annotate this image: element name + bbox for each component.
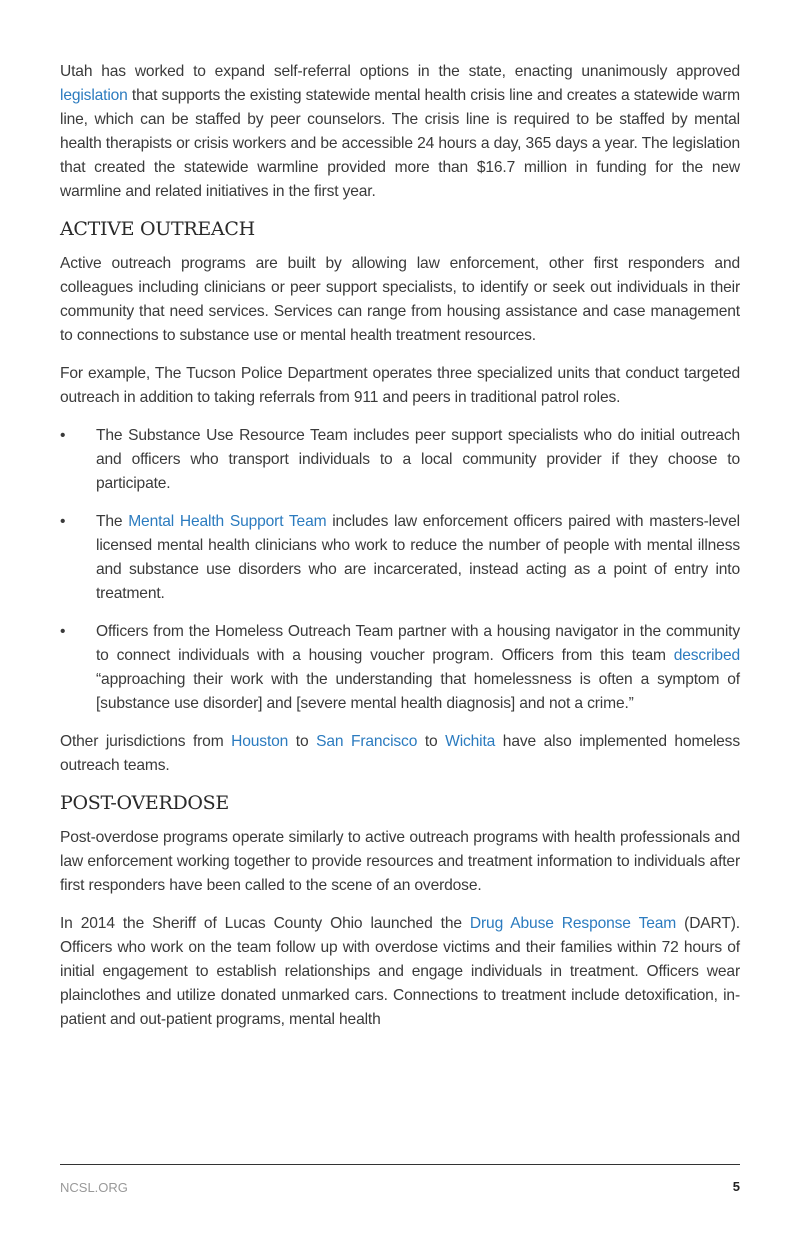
bullet-icon: •: [60, 623, 66, 640]
list-item: [60, 424, 740, 496]
text: Utah has worked to expand self-referral options in the state, enacting unanimously approved: [60, 63, 740, 80]
page-content: [60, 60, 740, 1046]
link-mental-health-support-team[interactable]: Mental Health Support Team: [128, 513, 327, 530]
text: The Substance Use Resource Team includes peer support specialists who do initial outreach and officers who transport individuals to a local community provider if they choose to participate.: [96, 427, 740, 492]
link-drug-abuse-response-team[interactable]: Drug Abuse Response Team: [469, 915, 677, 932]
page-number: 5: [732, 1179, 740, 1194]
text: In 2014 the Sheriff of Lucas County Ohio launched the: [60, 915, 470, 932]
text: to: [288, 733, 317, 750]
footer-site: NCSL.ORG: [60, 1180, 128, 1195]
text: The: [96, 513, 129, 530]
text: that supports the existing statewide mental health crisis line and creates a statewide warm line, which can be staffed by peer counselors. The crisis line is required to be staffed by mental health therapists or crisis workers and be accessible 24 hours a day, 365 days a year. The legislation that created the statewide warmline provided more than $16.7 million in funding for the new warmline and related initiatives in the first year.: [60, 87, 740, 200]
link-described[interactable]: described: [673, 647, 740, 664]
text: “approaching their work with the understanding that homelessness is often a symptom of [substance use disorder] and [severe mental health diagnosis] and not a crime.”: [96, 671, 740, 712]
text: to: [417, 733, 446, 750]
text: Other jurisdictions from: [60, 733, 232, 750]
list-item: [60, 510, 740, 606]
paragraph-active-outreach: Active outreach programs are built by allowing law enforcement, other first responders and colleagues including clinicians or peer support specialists, to identify or seek out individuals in their community that need services. Services can range from housing assistance and case management to connections to substance use or mental health treatment resources.: [60, 255, 740, 344]
heading-active-outreach: ACTIVE OUTREACH: [60, 218, 255, 240]
text: Officers from the Homeless Outreach Team partner with a housing navigator in the community to connect individuals with a housing voucher program. Officers from this team: [96, 623, 740, 664]
link-legislation[interactable]: legislation: [60, 87, 128, 104]
tucson-units-list: [60, 424, 740, 716]
link-houston[interactable]: Houston: [231, 733, 289, 750]
heading-post-overdose: POST-OVERDOSE: [60, 792, 229, 814]
text: (DART). Officers who work on the team follow up with overdose victims and their families within 72 hours of initial engagement to establish relationships and engage individuals in treatment. Officers wear plainclothes and utilize donated unmarked cars. Connections to treatment include detoxification, in-patient and out-patient programs, mental health: [60, 915, 740, 1028]
text: includes law enforcement officers paired with masters-level licensed mental health clinicians who work to reduce the number of people with mental illness and substance use disorders who are incarcerated, instead acting as a point of entry into treatment.: [96, 513, 740, 602]
bullet-icon: •: [60, 513, 66, 530]
bullet-icon: •: [60, 427, 66, 444]
link-wichita[interactable]: Wichita: [445, 733, 496, 750]
text: have also implemented homeless outreach teams.: [60, 733, 740, 774]
paragraph-dart: [60, 912, 740, 1032]
list-item: [60, 620, 740, 716]
link-san-francisco[interactable]: San Francisco: [316, 733, 418, 750]
footer-divider: [60, 1164, 740, 1165]
paragraph-post-overdose: Post-overdose programs operate similarly to active outreach programs with health professionals and law enforcement working together to provide resources and treatment information to individuals after first responders have been called to the scene of an overdose.: [60, 829, 740, 894]
paragraph-other-jurisdictions: [60, 730, 740, 778]
paragraph-tucson: For example, The Tucson Police Department operates three specialized units that conduct targeted outreach in addition to taking referrals from 911 and peers in traditional patrol roles.: [60, 365, 740, 406]
paragraph-utah: [60, 60, 740, 204]
